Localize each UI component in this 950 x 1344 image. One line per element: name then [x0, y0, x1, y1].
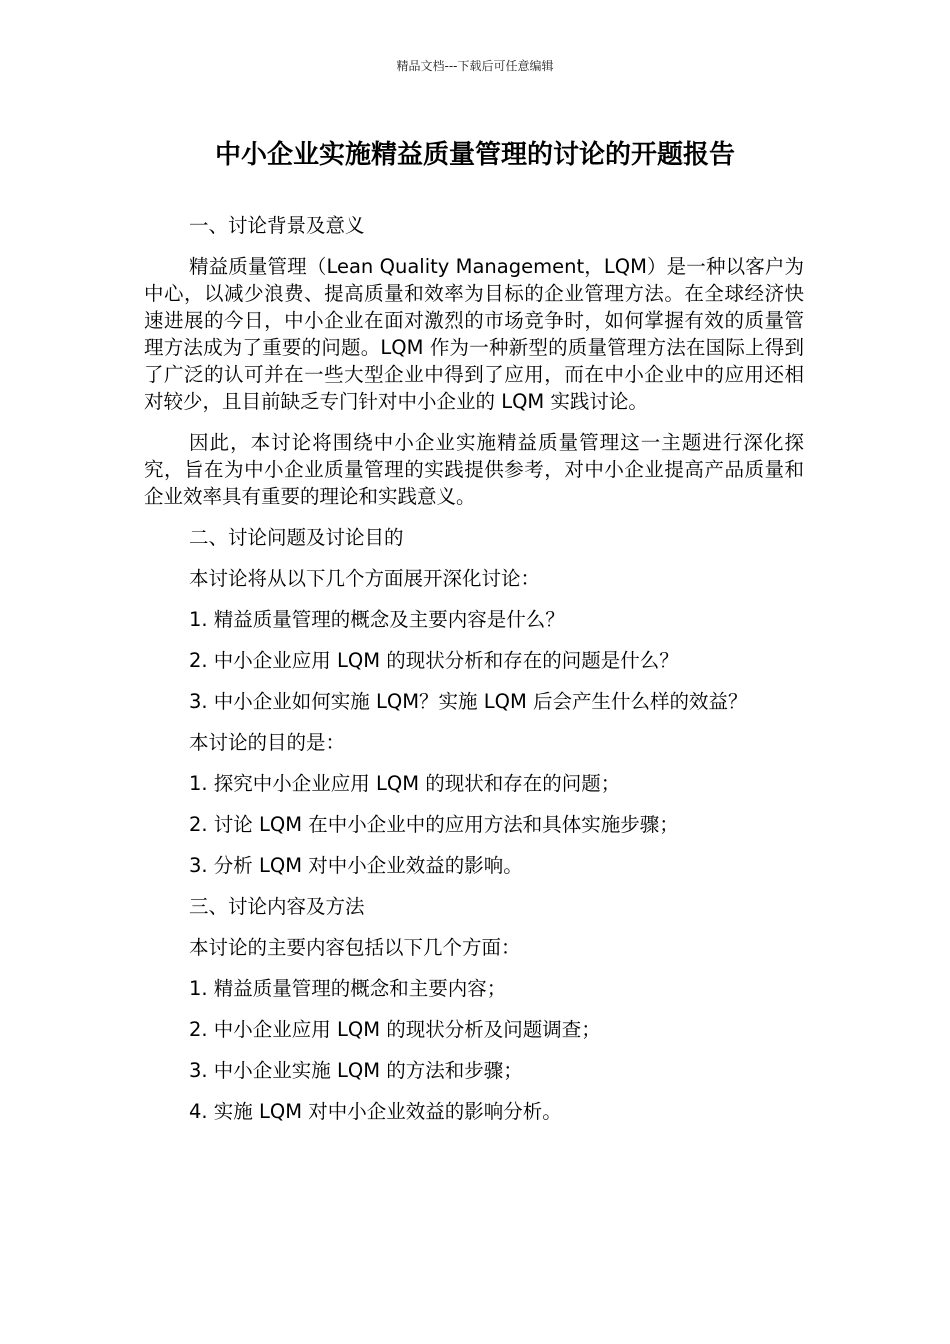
list-item: 3. 中小企业如何实施 LQM？实施 LQM 后会产生什么样的效益？	[189, 690, 748, 713]
list-item: 3. 中小企业实施 LQM 的方法和步骤；	[189, 1059, 523, 1082]
list-item: 1. 探究中小企业应用 LQM 的现状和存在的问题；	[189, 772, 621, 795]
section-heading-content: 三、讨论内容及方法	[189, 895, 365, 918]
goals-intro: 本讨论的目的是：	[189, 731, 346, 754]
list-item: 3. 分析 LQM 对中小企业效益的影响。	[189, 854, 523, 877]
background-paragraph-1: 精益质量管理（Lean Quality Management，LQM）是一种以客户为中心，以减少浪费、提高质量和效率为目标的企业管理方法。在全球经济快速进展的今日，中小企业在面对激烈的市场竞争时，如何掌握有效的质量管理方法成为了重要的问题。LQM 作为一种新型的质量管理方法在国际上得到了广泛的认可并在一些大型企业中得到了应用，而在中小企业中的应用还相对较少，且目前缺乏专门针对中小企业的 LQM 实践讨论。	[144, 255, 804, 413]
list-item: 4. 实施 LQM 对中小企业效益的影响分析。	[189, 1100, 562, 1123]
questions-intro: 本讨论将从以下几个方面展开深化讨论：	[189, 567, 541, 590]
list-item: 1. 精益质量管理的概念及主要内容是什么？	[189, 608, 565, 631]
list-item: 2. 讨论 LQM 在中小企业中的应用方法和具体实施步骤；	[189, 813, 679, 836]
list-item: 1. 精益质量管理的概念和主要内容；	[189, 977, 507, 1000]
list-item: 2. 中小企业应用 LQM 的现状分析及问题调查；	[189, 1018, 601, 1041]
section-heading-questions: 二、讨论问题及讨论目的	[189, 526, 404, 549]
page-header-note: 精品文档---下载后可任意编辑	[396, 59, 554, 73]
list-item: 2. 中小企业应用 LQM 的现状分析和存在的问题是什么？	[189, 649, 679, 672]
content-intro: 本讨论的主要内容包括以下几个方面：	[189, 936, 521, 959]
section-heading-background: 一、讨论背景及意义	[189, 214, 365, 237]
background-paragraph-2: 因此，本讨论将围绕中小企业实施精益质量管理这一主题进行深化探究，旨在为中小企业质量管理的实践提供参考，对中小企业提高产品质量和企业效率具有重要的理论和实践意义。	[144, 431, 804, 508]
document-body	[144, 212, 804, 1125]
document-title: 中小企业实施精益质量管理的讨论的开题报告	[214, 140, 735, 170]
